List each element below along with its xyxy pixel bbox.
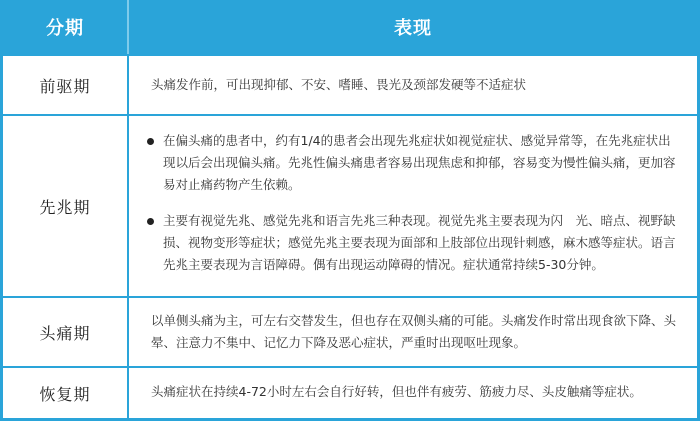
row-description-cell: [129, 56, 697, 114]
row-description: 以单侧头痛为主，可左右交替发生，但也存在双侧头痛的可能。头痛发作时常出现食欲下降、头晕、注意力不集中、记忆力下降及恶心症状，严重时出现呕吐现象。: [151, 313, 677, 350]
table-row-aura: [3, 114, 697, 296]
row-description-cell: [129, 368, 697, 418]
bullet-dot-icon: [147, 218, 154, 225]
table-row-recovery: [3, 366, 697, 418]
bullet-dot-icon: [147, 138, 154, 145]
bullet-text: 主要有视觉先兆、感觉先兆和语言先兆三种表现。视觉先兆主要表现为闪 光、暗点、视野缺损、视物变形等症状；感觉先兆主要表现为面部和上肢部位出现针刺感，麻木感等症状。语言先兆主要表现为言语障碍。偶有出现运动障碍的情况。症状通常持续5-30分钟。: [163, 213, 676, 272]
table-row-prodrome: [3, 54, 697, 114]
row-period-label: 先兆期: [39, 197, 91, 217]
table-header: [3, 0, 697, 54]
bullet-text: 在偏头痛的患者中，约有1/4的患者会出现先兆症状如视觉症状、感觉异常等，在先兆症状出现以后会出现偏头痛。先兆性偏头痛患者容易出现焦虑和抑郁，容易变为慢性偏头痛，更加容易对止痛药物产生依赖。: [163, 133, 676, 192]
row-description: 头痛发作前，可出现抑郁、不安、嗜睡、畏光及颈部发硬等不适症状: [151, 77, 527, 92]
row-description: 头痛症状在持续4-72小时左右会自行好转，但也伴有疲劳、筋疲力尽、头皮触痛等症状。: [151, 384, 642, 399]
header-period: 分期: [46, 18, 84, 39]
row-period-label: 前驱期: [39, 76, 91, 96]
header-description: 表现: [394, 18, 432, 39]
table-row-headache: [3, 296, 697, 366]
row-description-cell: [129, 298, 697, 366]
row-description-cell: [129, 116, 697, 296]
row-period-label: 头痛期: [39, 323, 91, 343]
row-period-label: 恢复期: [39, 384, 91, 404]
